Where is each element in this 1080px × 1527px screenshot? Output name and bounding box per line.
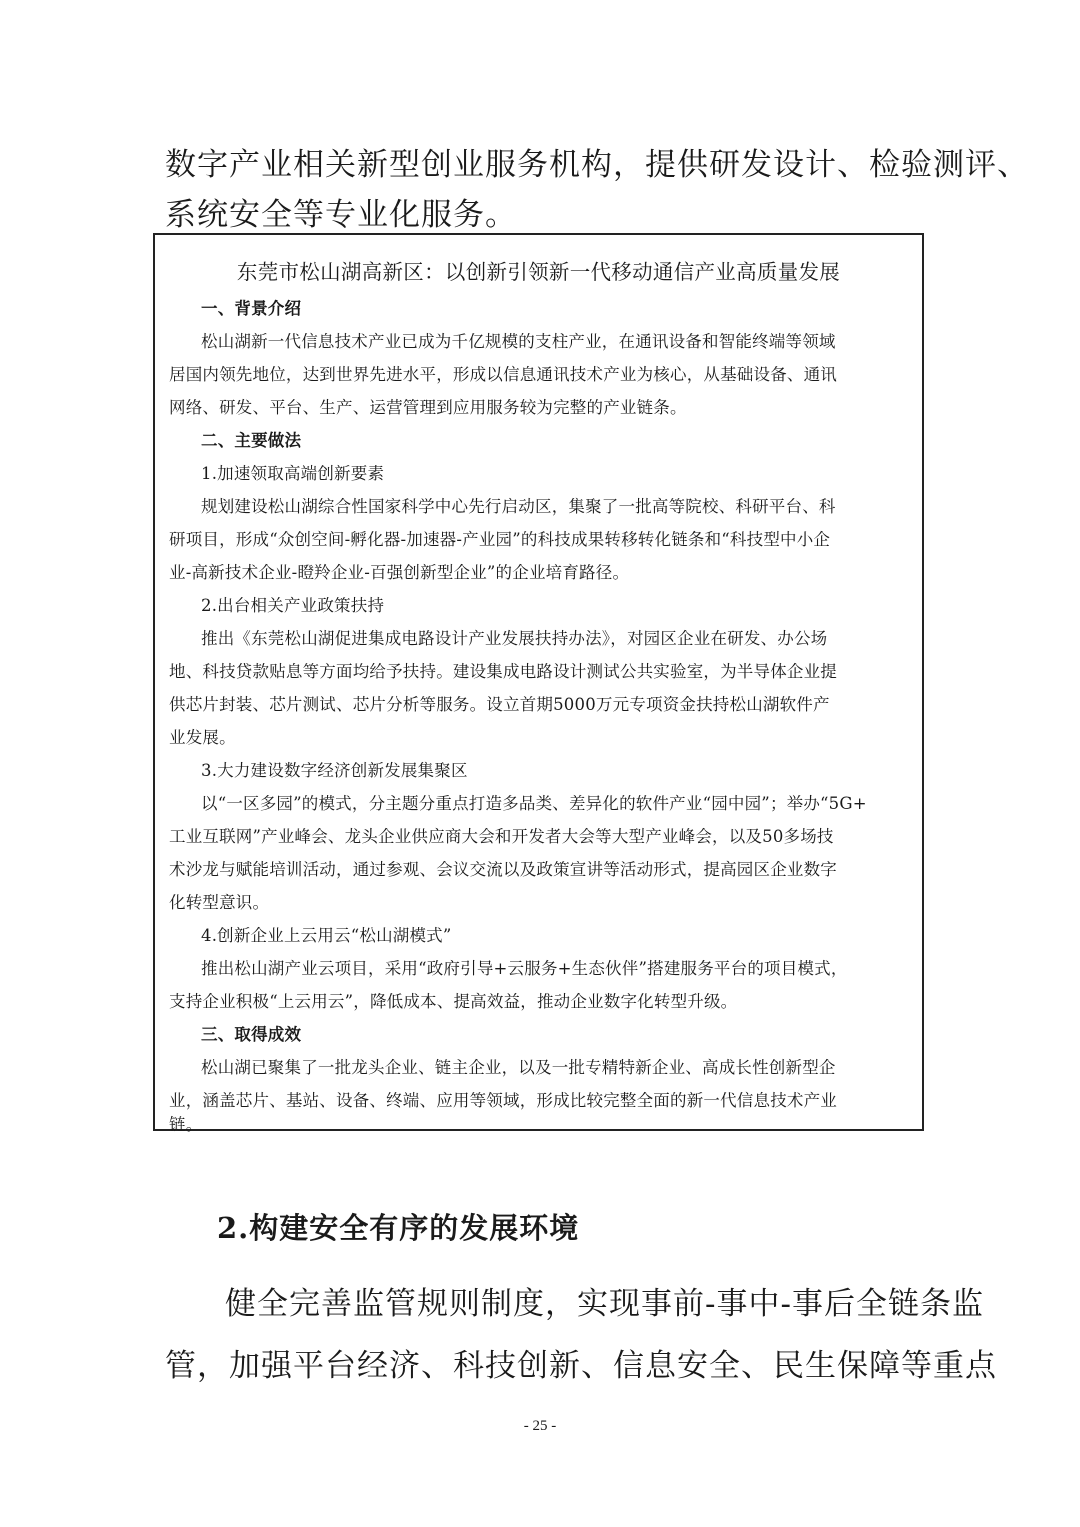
body-line: 规划建设松山湖综合性国家科学中心先行启动区，集聚了一批高等院校、科研平台、科: [201, 497, 836, 516]
body-line: 推出松山湖产业云项目，采用“政府引导+云服务+生态伙伴”搭建服务平台的项目模式，: [201, 959, 848, 978]
body-line: 化转型意识。: [169, 893, 270, 912]
body-line: 管，加强平台经济、科技创新、信息安全、民生保障等重点: [165, 1348, 997, 1384]
body-line: 支持企业积极“上云用云”，降低成本、提高效益，推动企业数字化转型升级。: [169, 992, 738, 1011]
subheading: 1.加速领取高端创新要素: [201, 464, 385, 483]
section-heading-results: 三、取得成效: [201, 1025, 302, 1044]
body-line: 供芯片封装、芯片测试、芯片分析等服务。设立首期5000万元专项资金扶持松山湖软件产: [169, 695, 830, 714]
case-title: 东莞市松山湖高新区：以创新引领新一代移动通信产业高质量发展: [236, 260, 841, 284]
intro-paragraph: [165, 140, 1029, 240]
body-line: 业，涵盖芯片、基站、设备、终端、应用等领域，形成比较完整全面的新一代信息技术产业: [169, 1091, 837, 1110]
body-line: 术沙龙与赋能培训活动，通过参观、会议交流以及政策宣讲等活动形式，提高园区企业数字: [169, 860, 837, 879]
body-line: 业-高新技术企业-瞪羚企业-百强创新型企业”的企业培育路径。: [169, 563, 630, 582]
body-line: 健全完善监管规则制度，实现事前-事中-事后全链条监: [225, 1286, 984, 1322]
case-study-box: [153, 233, 924, 1134]
body-line: 松山湖新一代信息技术产业已成为千亿规模的支柱产业，在通讯设备和智能终端等领域: [201, 332, 836, 351]
body-line: 居国内领先地位，达到世界先进水平，形成以信息通讯技术产业为核心，从基础设备、通讯: [169, 365, 837, 384]
body-line: 网络、研发、平台、生产、运营管理到应用服务较为完整的产业链条。: [169, 398, 687, 417]
body-line: 业发展。: [169, 728, 236, 747]
body-line: 推出《东莞松山湖促进集成电路设计产业发展扶持办法》，对园区企业在研发、办公场: [201, 629, 828, 648]
intro-line: 系统安全等专业化服务。: [165, 197, 517, 233]
section-heading-background: 一、背景介绍: [201, 299, 302, 318]
body-line: 地、科技贷款贴息等方面均给予扶持。建设集成电路设计测试公共实验室，为半导体企业提: [169, 662, 837, 681]
body-line: 工业互联网”产业峰会、龙头企业供应商大会和开发者大会等大型产业峰会，以及50多场技: [169, 827, 834, 846]
section-heading: 2.构建安全有序的发展环境: [217, 1211, 580, 1245]
page-number: - 25 -: [523, 1418, 557, 1434]
body-line: 研项目，形成“众创空间-孵化器-加速器-产业园”的科技成果转移转化链条和“科技型中小企: [169, 530, 831, 549]
body-line: 以“一区多园”的模式，分主题分重点打造多品类、差异化的软件产业“园中园”；举办“5G+: [201, 794, 867, 813]
intro-line: 数字产业相关新型创业服务机构，提供研发设计、检验测评、: [165, 147, 1029, 183]
body-line: 松山湖已聚集了一批龙头企业、链主企业，以及一批专精特新企业、高成长性创新型企: [201, 1058, 836, 1077]
subheading: 2.出台相关产业政策扶持: [201, 596, 385, 615]
section-body: [165, 1273, 997, 1397]
subheading: 3.大力建设数字经济创新发展集聚区: [201, 761, 468, 780]
subheading: 4.创新企业上云用云“松山湖模式”: [201, 926, 452, 945]
body-line: 链。: [169, 1115, 203, 1134]
section-heading-practices: 二、主要做法: [201, 431, 302, 450]
